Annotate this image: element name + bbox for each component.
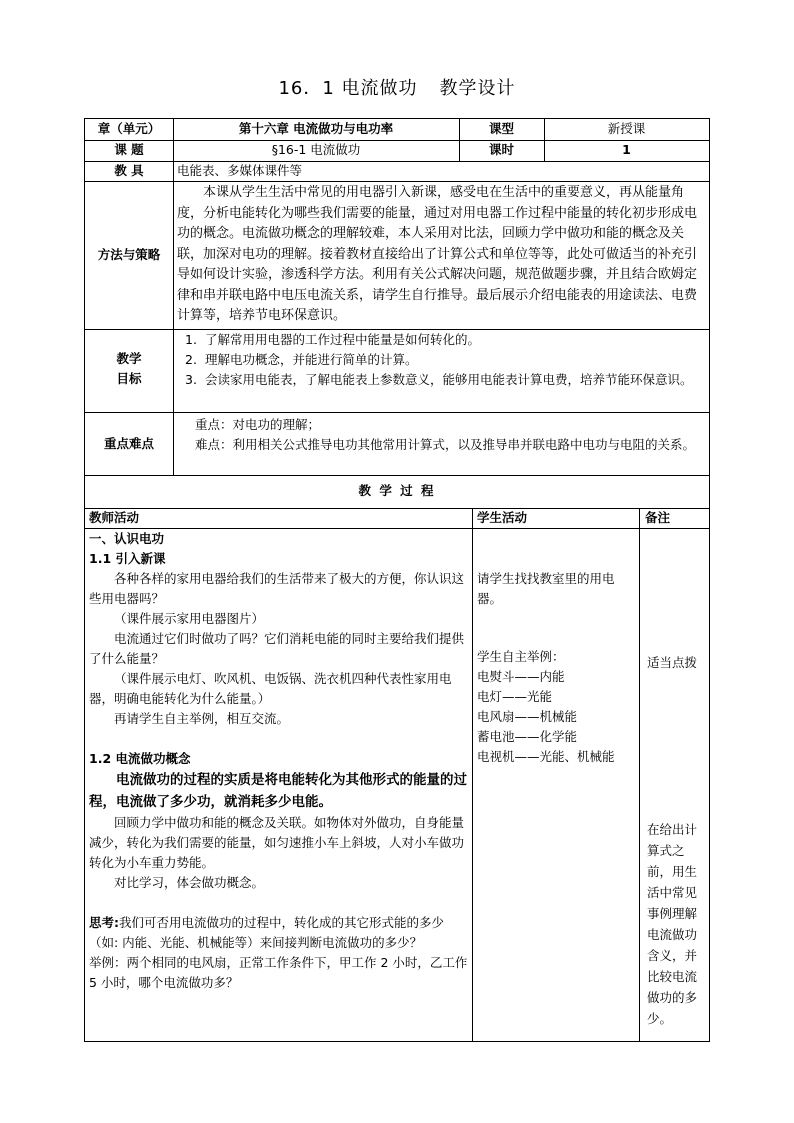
teacher-paragraph: 回顾力学中做功和能的概念及关联。如物体对外做功，自身能量减少，转化为我们需要的能量，如匀速推小车上斜坡，人对小车做功转化为小车重力势能。 [89,815,465,870]
section-1-1-title: 1.1 引入新课 [89,551,166,566]
think-question: 思考:我们可否用电流做功的过程中，转化成的其它形式能的多少（如: 内能、光能、机械能等）来间接判断电流做功的多少？ [89,915,445,950]
topic-value: §16-1 电流做功 [271,142,361,157]
page-title [0,74,794,100]
student-example: 电视机——光能、机械能 [477,749,615,764]
topic-label: 课 题 [114,142,144,157]
goals-label-line1: 教学 [116,351,142,366]
col-student-header: 学生活动 [477,510,528,525]
student-example: 电风扇——机械能 [477,709,578,724]
teacher-paragraph: 再请学生自主举例，相互交流。 [114,711,290,726]
method-label: 方法与策略 [97,247,161,262]
example-text: 举例：两个相同的电风扇，正常工作条件下，甲工作 2 小时，乙工作 5 小时，哪个电流做功多？ [89,955,468,990]
section-1-2-title: 1.2 电流做功概念 [89,751,191,766]
teacher-paragraph: （课件展示家用电器图片） [114,611,265,626]
teacher-paragraph: （课件展示电灯、吹风机、电饭锅、洗衣机四种代表性家用电器，明确电能转化为什么能量。） [89,671,452,706]
student-example: 电熨斗——内能 [477,669,565,684]
hours-value: 1 [622,142,631,157]
type-value: 新授课 [607,121,646,136]
col-teacher-header: 教师活动 [89,510,140,525]
col-note-header: 备注 [645,510,671,525]
teacher-paragraph: 电流通过它们时做功了吗？它们消耗电能的同时主要给我们提供了什么能量？ [89,631,465,666]
goal-item: 2. 理解电功概念，并能进行简单的计算。 [185,352,418,367]
chapter-value: 第十六章 电流做功与电功率 [238,121,394,136]
keypoints-difficulty: 难点：利用相关公式推导电功其他常用计算式，以及推导串并联电路中电功与电阻的关系。 [195,437,696,452]
definition-text: 电流做功的过程的实质是将电能转化为其他形式的能量的过程，电流做了多少功，就消耗多少电能。 [89,772,467,810]
goal-item: 3. 会读家用电能表，了解电能表上参数意义，能够用电能表计算电费，培养节能环保意识。 [185,372,693,387]
note-explanation: 在给出计算式之前，用生活中常见事例理解电流做功含义，并比较电流做功的多少。 [647,822,698,1026]
method-text: 本课从学生生活中常见的用电器引入新课，感受电在生活中的重要意义，再从能量角度，分析电能转化为哪些我们需要的能量，通过对用电器工作过程中能量的转化初步形成电功的概念。电流做功概念的理解较难，本人采用对比法，回顾力学中做功和能的概念及关联，加深对电功的理解。接着教材直接给出了计算公式和单位等等，此处可做适当的补充引导如何设计实验，渗透科学方法。利用有关公式解决问题，规范做题步骤，并且结合欧姆定律和串并联电路中电压电流关系，请学生自行推导。最后展示介绍电能表的用途读法、电费计算等，培养节电环保意识。 [177,185,698,323]
section-1-title: 一、认识电功 [89,531,165,546]
goals-label [85,349,173,391]
teacher-activity [89,529,469,1039]
keypoints-focus: 重点：对电功的理解； [195,417,321,432]
goals-label-line2: 目标 [116,371,142,386]
student-example: 蓄电池——化学能 [477,729,578,744]
type-label: 课型 [488,121,514,136]
tools-label: 教 具 [114,163,144,178]
student-task: 请学生找找教室里的用电器。 [477,571,615,606]
student-examples-title: 学生自主举例： [477,649,565,664]
page-title-main: 16．1 电流做功 [278,78,418,99]
lesson-plan-table [84,118,710,1042]
tools-value: 电能表、多媒体课件等 [177,163,303,178]
chapter-label: 章（单元） [97,121,161,136]
teacher-paragraph: 各种各样的家用电器给我们的生活带来了极大的方便，你认识这些用电器吗？ [89,571,465,606]
student-activity [477,569,637,1029]
page-title-sub: 教学设计 [439,78,516,99]
teacher-paragraph: 对比学习，体会做功概念。 [114,875,265,890]
keypoints-text [177,415,707,473]
keypoints-label: 重点难点 [103,436,154,451]
process-heading: 教 学 过 程 [358,483,436,498]
hours-label: 课时 [488,142,514,157]
goal-item: 1. 了解常用用电器的工作过程中能量是如何转化的。 [185,332,481,347]
goals-list [177,330,707,412]
note-hint: 适当点拨 [647,655,698,670]
student-example: 电灯——光能 [477,689,553,704]
